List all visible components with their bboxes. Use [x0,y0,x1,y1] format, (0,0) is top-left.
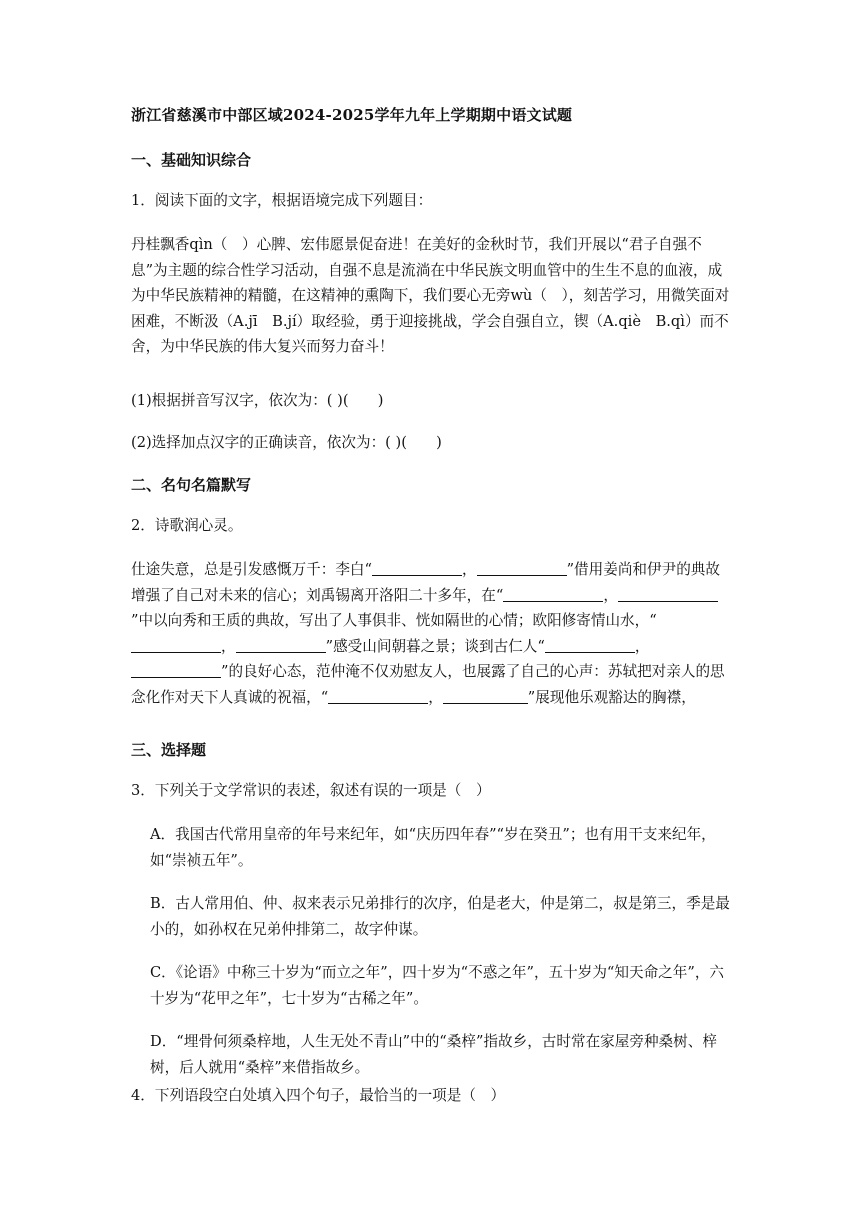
comma: ， [634,637,650,655]
question-2-passage [131,557,731,710]
section-heading-1: 一、基础知识综合 [131,151,252,169]
answer-blank[interactable] [618,585,718,602]
question-1-stem: 1．阅读下面的文字，根据语境完成下列题目： [131,192,433,209]
question-3-option-d[interactable]: D．“埋骨何须桑梓地，人生无处不青山”中的“桑梓”指故乡，古时常在家屋旁种桑树、梓树，后人就用“桑梓”来借指故乡。 [150,1033,717,1076]
question-3-stem: 3．下列关于文学常识的表述，叙述有误的一项是（ ） [131,782,491,799]
answer-blank[interactable] [131,661,221,678]
question-3-option-c[interactable]: C．《论语》中称三十岁为“而立之年”，四十岁为“不惑之年”，五十岁为“知天命之年”，六十岁为“花甲之年”，七十岁为“古稀之年”。 [150,964,725,1007]
question-1-sub-2: (2)选择加点汉字的正确读音，依次为：( )( ) [131,434,442,451]
section-heading-2: 二、名句名篇默写 [131,476,252,494]
answer-blank[interactable] [545,636,635,653]
question-1-sub-1: (1)根据拼音写汉字，依次为：( )( ) [131,392,384,409]
question-4-stem: 4．下列语段空白处填入四个句子，最恰当的一项是（ ） [131,1087,506,1104]
passage-text: 仕途失意，总是引发感慨万千：李白“ [131,561,372,578]
passage-text: ”感受山间朝暮之景；谈到古仁人“ [325,637,545,655]
comma: ， [428,688,443,706]
comma: ， [603,586,618,604]
question-3-option-a[interactable]: A．我国古代常用皇帝的年号来纪年，如“庆历四年春”“岁在癸丑”；也有用干支来纪年，如“崇祯五年”。 [150,826,716,869]
passage-text: ”中以向秀和王质的典故，写出了人事俱非、恍如隔世的心情；欧阳修寄情山水，“ [131,612,657,629]
passage-text: ”借用姜尚和伊尹的典故增强了自己对未来的信心；刘禹锡离开洛阳二十多年，在“ [131,561,720,604]
document-title: 浙江省慈溪市中部区域2024-2025学年九年上学期期中语文试题 [131,106,573,124]
answer-blank[interactable] [236,636,326,653]
comma: ， [461,561,477,578]
answer-blank[interactable] [443,687,528,704]
comma: ， [221,637,236,655]
answer-blank[interactable] [372,559,462,576]
question-1-passage: 丹桂飘香qìn（ ）心脾、宏伟愿景促奋进！在美好的金秋时节，我们开展以“君子自强不息”为主题的综合性学习活动，自强不息是流淌在中华民族文明血管中的生生不息的血液，成为中华民族精神的精髓，在这精神的熏陶下，我们要心无旁wù（ ），刻苦学习，用微笑面对困难，不断汲（A.jī B.jí）取经验，勇于迎接挑战，学会自强自立，锲（A.qiè B.qì）而不舍，为中华民族的伟大复兴而努力奋斗！ [131,236,730,355]
passage-text: ”展现他乐观豁达的胸襟， [527,688,696,706]
answer-blank[interactable] [503,585,603,602]
answer-blank[interactable] [328,687,428,704]
answer-blank[interactable] [477,559,567,576]
answer-blank[interactable] [131,636,221,653]
question-2-stem: 2．诗歌润心灵。 [131,517,243,534]
passage-text: ”的良好心态，范仲淹不仅劝慰友人，也展露了自己的心声：苏轼把对亲人的思念化作对天下人真诚的祝福，“ [131,663,725,706]
question-3-option-b[interactable]: B．古人常用伯、仲、叔来表示兄弟排行的次序，伯是老大，仲是第二，叔是第三，季是最小的，如孙权在兄弟仲排第二，故字仲谋。 [150,895,730,938]
section-heading-3: 三、选择题 [131,741,207,759]
